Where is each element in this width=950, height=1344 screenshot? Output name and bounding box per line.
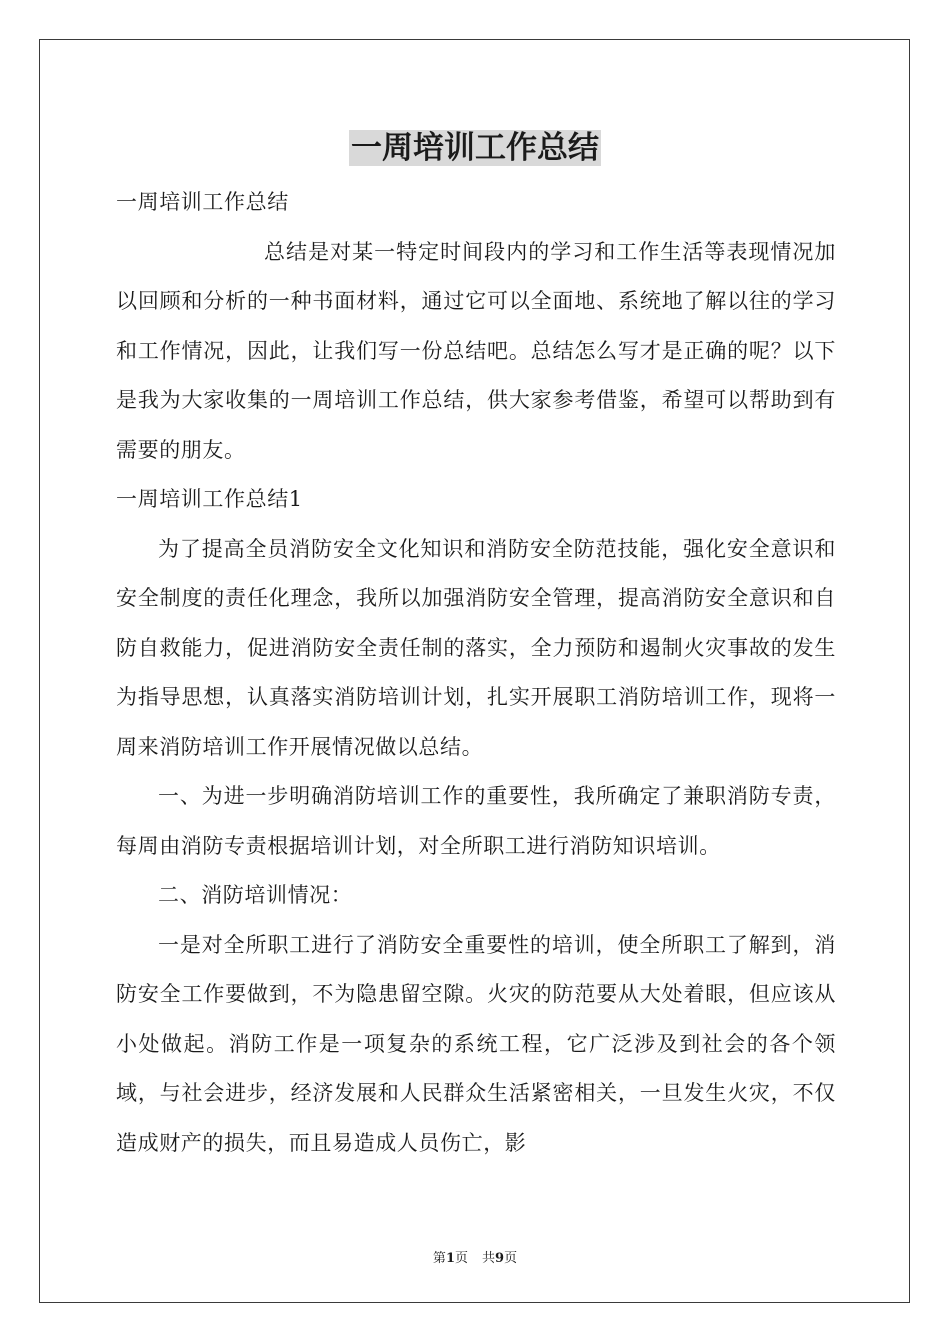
footer-page-prefix: 第 [432,1251,446,1266]
paragraph-section-heading: 一周培训工作总结1 [116,487,303,511]
paragraph-detail: 一是对全所职工进行了消防安全重要性的培训，使全所职工了解到，消防安全工作要做到，不为隐患留空隙。火灾的防范要从大处着眼，但应该从小处做起。消防工作是一项复杂的系统工程，它广泛涉及到社会的各个领域，与社会进步，经济发展和人民群众生活紧密相关，一旦发生火灾，不仅造成财产的损失，而且易造成人员伤亡，影 [116,932,836,1155]
document-title-text: 一周培训工作总结 [351,130,599,166]
paragraph-item-two: 二、消防培训情况： [158,883,353,907]
paragraph-heading: 一周培训工作总结 [116,190,289,214]
document-title [0,128,950,168]
paragraph-item-one: 一、为进一步明确消防培训工作的重要性，我所确定了兼职消防专责，每周由消防专责根据培训计划，对全所职工进行消防知识培训。 [116,784,836,858]
paragraph-body: 为了提高全员消防安全文化知识和消防安全防范技能，强化安全意识和安全制度的责任化理念，我所以加强消防安全管理，提高消防安全意识和自防自救能力，促进消防安全责任制的落实，全力预防和遏制火灾事故的发生为指导思想，认真落实消防培训计划，扎实开展职工消防培训工作，现将一周来消防培训工作开展情况做以总结。 [116,536,836,759]
footer-total-suffix: 页 [504,1251,518,1266]
paragraph-intro: 总结是对某一特定时间段内的学习和工作生活等表现情况加以回顾和分析的一种书面材料，通过它可以全面地、系统地了解以往的学习和工作情况，因此，让我们写一份总结吧。总结怎么写才是正确的呢？以下是我为大家收集的一周培训工作总结，供大家参考借鉴，希望可以帮助到有需要的朋友。 [116,239,836,462]
footer-total-pages: 9 [495,1251,505,1266]
footer-total-prefix: 共 [482,1251,496,1266]
document-body [116,178,836,1168]
page-footer [0,1247,950,1266]
footer-page-suffix: 页 [454,1251,468,1266]
footer-page-number: 1 [445,1251,455,1266]
